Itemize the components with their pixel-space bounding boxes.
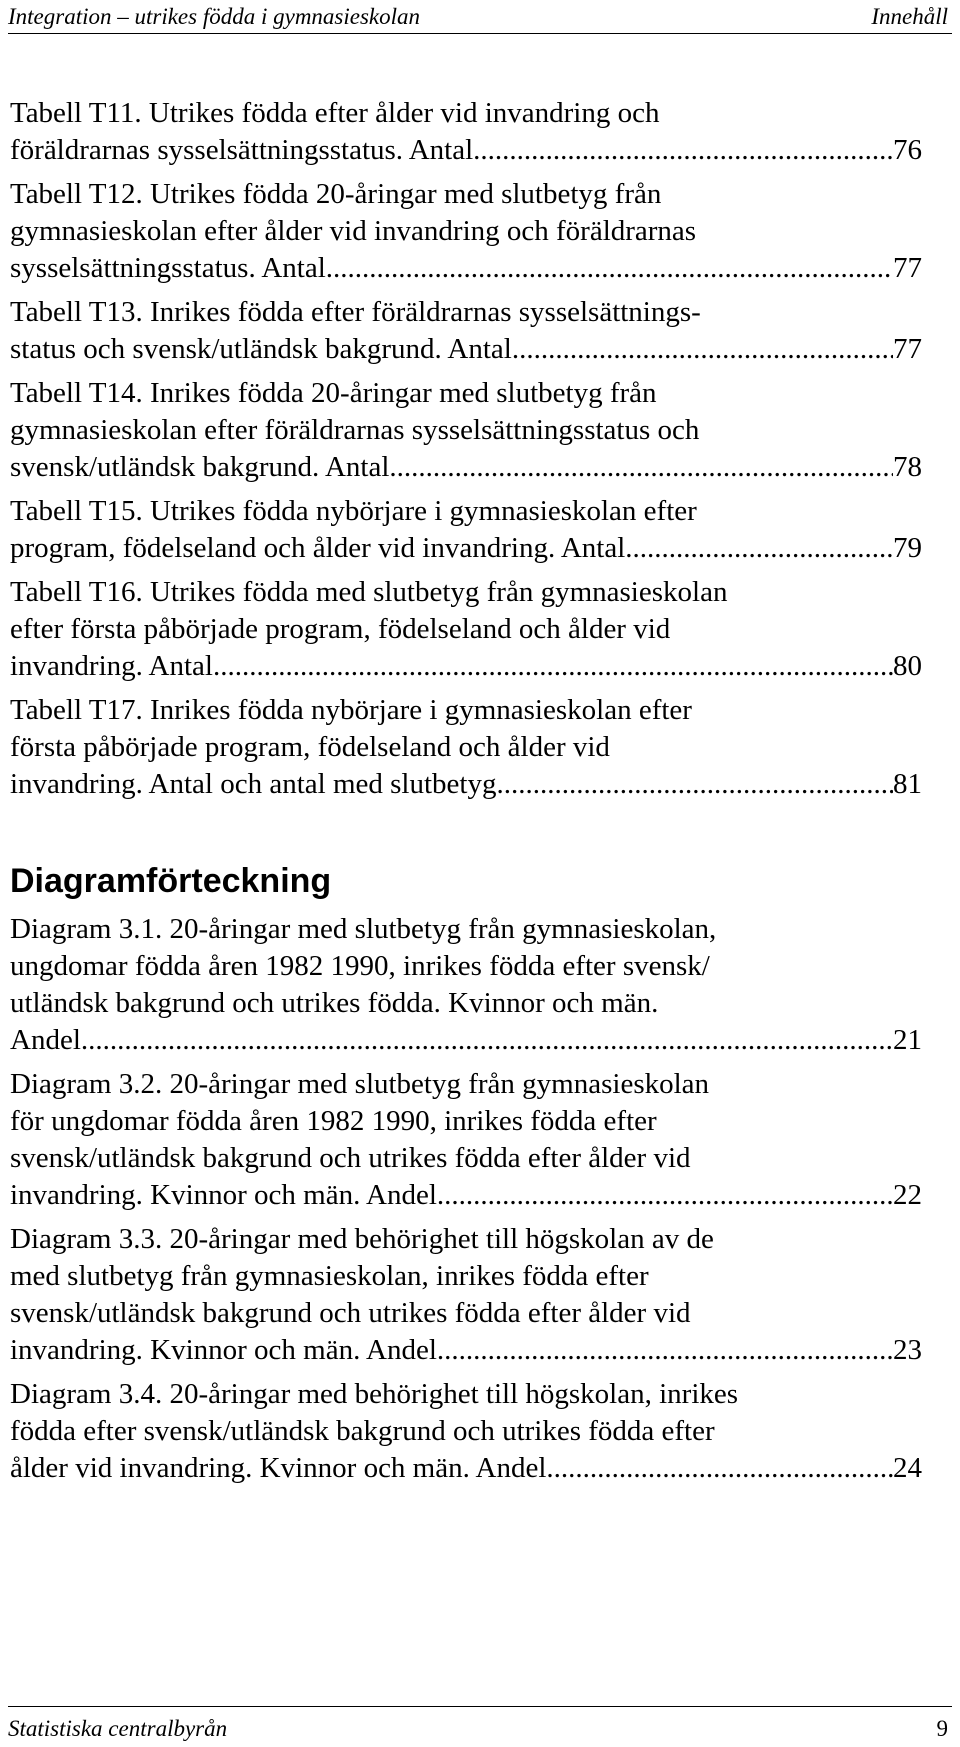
entry-line: föräldrarnas sysselsättningsstatus. Antal xyxy=(10,134,474,166)
entry-line: invandring. Kvinnor och män. Andel xyxy=(10,1179,437,1211)
entry-last-line xyxy=(10,132,922,169)
toc-table-entry[interactable] xyxy=(10,95,922,169)
page-ref: 21 xyxy=(893,1024,922,1056)
dot-leader xyxy=(81,1022,893,1059)
dot-leader xyxy=(437,1332,893,1369)
entry-line: gymnasieskolan efter föräldrarnas sysselsättningsstatus och xyxy=(10,414,700,446)
page-ref: 77 xyxy=(893,333,922,365)
entry-last-line xyxy=(10,1332,922,1369)
entry-last-line xyxy=(10,648,922,685)
toc-diagram-entry[interactable] xyxy=(10,1221,922,1369)
toc-table-entry[interactable] xyxy=(10,493,922,567)
page-ref: 76 xyxy=(893,134,922,166)
entry-line: svensk/utländsk bakgrund och utrikes födda efter ålder vid xyxy=(10,1297,691,1329)
page-ref: 22 xyxy=(893,1179,922,1211)
dot-leader xyxy=(389,449,893,486)
header-section: Innehåll xyxy=(871,4,948,29)
dot-leader xyxy=(473,132,893,169)
dot-leader xyxy=(437,1177,893,1214)
entry-line: status och svensk/utländsk bakgrund. Antal xyxy=(10,333,512,365)
dot-leader xyxy=(326,250,893,287)
dot-leader xyxy=(496,766,893,803)
toc-table-entry[interactable] xyxy=(10,375,922,486)
entry-line: födda efter svensk/utländsk bakgrund och utrikes födda efter xyxy=(10,1415,715,1447)
entry-line: utländsk bakgrund och utrikes födda. Kvinnor och män. xyxy=(10,987,659,1019)
entry-line: Diagram 3.3. 20-åringar med behörighet till högskolan av de xyxy=(10,1223,714,1255)
entry-line: ålder vid invandring. Kvinnor och män. Andel xyxy=(10,1452,547,1484)
page-ref: 77 xyxy=(893,252,922,284)
toc-diagram-entry[interactable] xyxy=(10,1376,922,1487)
dot-leader xyxy=(625,530,893,567)
page-ref: 80 xyxy=(893,650,922,682)
entry-line: första påbörjade program, födelseland och ålder vid xyxy=(10,731,610,763)
diagram-section-title: Diagramförteckning xyxy=(10,862,332,900)
entry-last-line xyxy=(10,530,922,567)
dot-leader xyxy=(213,648,893,685)
entry-line: Tabell T11. Utrikes födda efter ålder vid invandring och xyxy=(10,97,660,129)
toc-table-entry[interactable] xyxy=(10,692,922,803)
page-ref: 79 xyxy=(893,532,922,564)
entry-line: Andel xyxy=(10,1024,81,1056)
dot-leader xyxy=(512,331,893,368)
entry-line: invandring. Antal xyxy=(10,650,213,682)
toc-content xyxy=(10,95,922,1487)
page-number: 9 xyxy=(936,1716,948,1741)
entry-line: ungdomar födda åren 1982 1990, inrikes födda efter svensk/ xyxy=(10,950,710,982)
toc-table-entry[interactable] xyxy=(10,574,922,685)
entry-line: Diagram 3.4. 20-åringar med behörighet till högskolan, inrikes xyxy=(10,1378,739,1410)
page-ref: 24 xyxy=(893,1452,922,1484)
entry-last-line xyxy=(10,1022,922,1059)
entry-last-line xyxy=(10,766,922,803)
page-ref: 23 xyxy=(893,1334,922,1366)
dot-leader xyxy=(546,1450,893,1487)
entry-line: svensk/utländsk bakgrund och utrikes födda efter ålder vid xyxy=(10,1142,691,1174)
entry-line: invandring. Kvinnor och män. Andel xyxy=(10,1334,437,1366)
entry-line: Tabell T13. Inrikes födda efter föräldrarnas sysselsättnings- xyxy=(10,296,701,328)
entry-line: Tabell T12. Utrikes födda 20-åringar med slutbetyg från xyxy=(10,178,662,210)
header-title: Integration – utrikes födda i gymnasieskolan xyxy=(8,4,421,29)
page-footer xyxy=(8,1706,952,1741)
diagram-list xyxy=(10,911,922,1487)
entry-line: Tabell T14. Inrikes födda 20-åringar med slutbetyg från xyxy=(10,377,657,409)
entry-line: Diagram 3.1. 20-åringar med slutbetyg från gymnasieskolan, xyxy=(10,913,717,945)
entry-line: sysselsättningsstatus. Antal xyxy=(10,252,326,284)
toc-table-entry[interactable] xyxy=(10,176,922,287)
entry-last-line xyxy=(10,449,922,486)
entry-line: Tabell T15. Utrikes födda nybörjare i gymnasieskolan efter xyxy=(10,495,697,527)
entry-last-line xyxy=(10,1177,922,1214)
entry-line: program, födelseland och ålder vid invandring. Antal xyxy=(10,532,626,564)
toc-diagram-entry[interactable] xyxy=(10,911,922,1059)
entry-line: med slutbetyg från gymnasieskolan, inrikes födda efter xyxy=(10,1260,649,1292)
footer-publisher: Statistiska centralbyrån xyxy=(8,1716,228,1741)
entry-last-line xyxy=(10,250,922,287)
entry-line: Diagram 3.2. 20-åringar med slutbetyg från gymnasieskolan xyxy=(10,1068,710,1100)
page-ref: 78 xyxy=(893,451,922,483)
entry-line: Tabell T17. Inrikes födda nybörjare i gymnasieskolan efter xyxy=(10,694,692,726)
entry-line: efter första påbörjade program, födelseland och ålder vid xyxy=(10,613,671,645)
toc-diagram-entry[interactable] xyxy=(10,1066,922,1214)
table-list xyxy=(10,95,922,803)
entry-line: gymnasieskolan efter ålder vid invandring och föräldrarnas xyxy=(10,215,697,247)
entry-line: svensk/utländsk bakgrund. Antal xyxy=(10,451,390,483)
toc-table-entry[interactable] xyxy=(10,294,922,368)
entry-last-line xyxy=(10,331,922,368)
page-ref: 81 xyxy=(893,768,922,800)
entry-line: invandring. Antal och antal med slutbetyg xyxy=(10,768,497,800)
entry-line: Tabell T16. Utrikes födda med slutbetyg från gymnasieskolan xyxy=(10,576,728,608)
entry-line: för ungdomar födda åren 1982 1990, inrikes födda efter xyxy=(10,1105,657,1137)
page-header xyxy=(8,0,952,34)
entry-last-line xyxy=(10,1450,922,1487)
